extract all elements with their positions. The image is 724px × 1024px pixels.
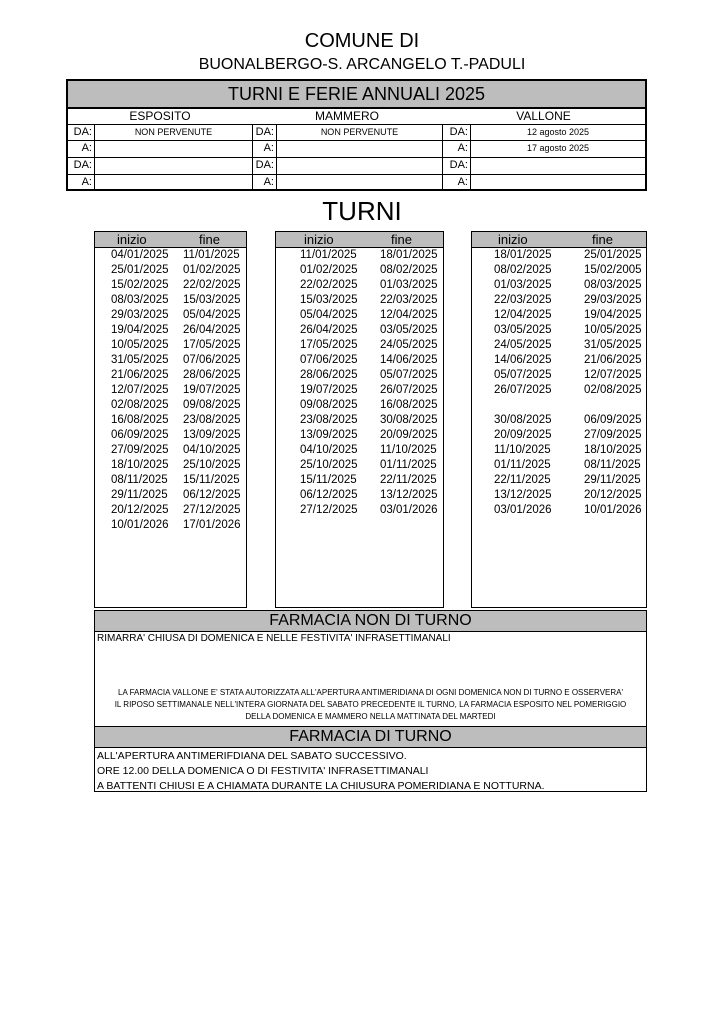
turno-row [276, 308, 443, 323]
turno-line-1: ALL'APERTURA ANTIMERIFDIANA DEL SABATO SUCCESSIVO. [97, 750, 407, 762]
turno-inizio: 29/03/2025 [111, 309, 169, 321]
turno-row [95, 368, 246, 383]
turno-inizio: 20/12/2025 [111, 504, 169, 516]
turno-row [276, 338, 443, 353]
turno-fine: 06/12/2025 [183, 489, 241, 501]
turno-row [95, 488, 246, 503]
turno-inizio: 26/04/2025 [300, 324, 358, 336]
turno-row [472, 368, 646, 383]
turno-row [276, 323, 443, 338]
turno-inizio: 08/03/2025 [111, 294, 169, 306]
turno-fine: 25/01/2025 [584, 249, 642, 261]
turno-inizio: 19/04/2025 [111, 324, 169, 336]
turno-fine: 20/12/2025 [584, 489, 642, 501]
turno-fine: 15/11/2025 [183, 474, 240, 486]
turno-fine: 08/11/2025 [584, 459, 641, 471]
ferie-row-value: 12 agosto 2025 [526, 127, 590, 137]
turno-fine: 26/04/2025 [183, 324, 241, 336]
turno-inizio: 01/02/2025 [300, 264, 358, 276]
turno-inizio: 12/07/2025 [111, 384, 169, 396]
turno-fine: 19/07/2025 [183, 384, 241, 396]
turno-inizio: 01/03/2025 [494, 279, 552, 291]
turno-fine: 01/03/2025 [380, 279, 438, 291]
turno-fine: 10/05/2025 [584, 324, 642, 336]
turno-row [95, 353, 246, 368]
turno-row [472, 248, 646, 263]
turno-row [95, 308, 246, 323]
ferie-row-label: A: [457, 142, 468, 154]
turno-row [276, 503, 443, 518]
turno-row [95, 413, 246, 428]
turni-column-2 [275, 231, 444, 608]
turno-fine: 17/01/2026 [183, 519, 241, 531]
turno-inizio: 11/01/2025 [300, 249, 357, 261]
turno-section [94, 726, 647, 792]
turno-line-2: ORE 12.00 DELLA DOMENICA O DI FESTIVITA' INFRASETTIMANALI [97, 765, 429, 777]
ferie-row-label: DA: [73, 126, 92, 138]
turno-row [276, 278, 443, 293]
turno-row [276, 428, 443, 443]
ferie-col-mammero: MAMMERO [315, 109, 379, 123]
turno-inizio: 04/01/2025 [111, 249, 169, 261]
turno-row [95, 503, 246, 518]
turno-fine: 28/06/2025 [183, 369, 241, 381]
turno-inizio: 17/05/2025 [300, 339, 358, 351]
turno-fine: 01/02/2025 [183, 264, 241, 276]
turno-fine: 20/09/2025 [380, 429, 438, 441]
ferie-row-label: DA: [255, 126, 274, 138]
turno-fine: 08/03/2025 [584, 279, 642, 291]
non-turno-section [94, 610, 647, 727]
turno-inizio: 01/11/2025 [494, 459, 551, 471]
turno-inizio: 08/11/2025 [111, 474, 168, 486]
turno-row [95, 458, 246, 473]
turno-row [276, 383, 443, 398]
fine-header: fine [592, 232, 613, 247]
comune-name: BUONALBERGO-S. ARCANGELO T.-PADULI [198, 56, 526, 73]
turno-inizio: 03/05/2025 [494, 324, 552, 336]
turno-row [95, 293, 246, 308]
turno-row [95, 473, 246, 488]
turno-row [276, 458, 443, 473]
turno-inizio: 29/11/2025 [111, 489, 168, 501]
turno-row [472, 278, 646, 293]
turno-fine: 03/05/2025 [380, 324, 438, 336]
turno-row [95, 428, 246, 443]
turno-row [472, 338, 646, 353]
turno-fine: 05/07/2025 [380, 369, 438, 381]
turno-row [95, 383, 246, 398]
turno-inizio: 04/10/2025 [300, 444, 358, 456]
turno-fine: 10/01/2026 [584, 504, 642, 516]
ferie-title: TURNI E FERIE ANNUALI 2025 [68, 81, 645, 109]
turno-inizio: 10/05/2025 [111, 339, 169, 351]
turno-inizio: 08/02/2025 [494, 264, 552, 276]
turno-inizio: 20/09/2025 [494, 429, 552, 441]
non-turno-title: FARMACIA NON DI TURNO [95, 611, 646, 632]
inizio-header: inizio [498, 232, 528, 247]
turno-fine: 30/08/2025 [380, 414, 438, 426]
turno-fine: 09/08/2025 [183, 399, 241, 411]
turno-inizio: 07/06/2025 [300, 354, 358, 366]
turno-row [276, 473, 443, 488]
turno-fine: 07/06/2025 [183, 354, 241, 366]
turno-row [472, 398, 646, 413]
turno-row [276, 263, 443, 278]
turno-fine: 04/10/2025 [183, 444, 241, 456]
turno-line-3: A BATTENTI CHIUSI E A CHIAMATA DURANTE LA CHIUSURA POMERIDIANA E NOTTURNA. [97, 780, 545, 792]
turno-fine: 25/10/2025 [183, 459, 241, 471]
non-turno-note-3: DELLA DOMENICA E MAMMERO NELLA MATTINATA DEL MARTEDI [245, 712, 496, 721]
turno-inizio: 05/07/2025 [494, 369, 552, 381]
turno-inizio: 05/04/2025 [300, 309, 358, 321]
ferie-table [66, 79, 647, 191]
turno-row [95, 398, 246, 413]
ferie-row-value: NON PERVENUTE [320, 127, 399, 137]
turno-fine: 26/07/2025 [380, 384, 438, 396]
turno-row [472, 383, 646, 398]
ferie-col-vallone: VALLONE [516, 109, 571, 123]
turno-fine: 16/08/2025 [380, 399, 438, 411]
turno-inizio: 15/02/2025 [111, 279, 169, 291]
turno-inizio: 25/10/2025 [300, 459, 358, 471]
comune-title: COMUNE DI [304, 30, 420, 52]
turno-fine: 06/09/2025 [584, 414, 642, 426]
turno-inizio: 12/04/2025 [494, 309, 552, 321]
ferie-row-label: A: [81, 176, 92, 188]
turno-row [95, 443, 246, 458]
turno-row [276, 413, 443, 428]
turno-fine: 11/10/2025 [380, 444, 437, 456]
turno-row [95, 263, 246, 278]
turno-inizio: 15/03/2025 [300, 294, 358, 306]
turno-inizio: 06/12/2025 [300, 489, 358, 501]
turno-row [276, 293, 443, 308]
turno-fine: 12/04/2025 [380, 309, 438, 321]
turno-inizio: 13/09/2025 [300, 429, 358, 441]
ferie-col-esposito: ESPOSITO [129, 109, 191, 123]
turno-inizio: 02/08/2025 [111, 399, 169, 411]
non-turno-note-2: IL RIPOSO SETTIMANALE NELL'INTERA GIORNATA DEL SABATO PRECEDENTE IL TURNO, LA FARMACIA ESPOSITO NEL POMERIGGIO [114, 700, 627, 709]
turno-inizio: 31/05/2025 [111, 354, 169, 366]
turno-fine: 18/01/2025 [380, 249, 438, 261]
turno-fine: 29/03/2025 [584, 294, 642, 306]
turno-inizio: 09/08/2025 [300, 399, 358, 411]
fine-header: fine [391, 232, 412, 247]
ferie-row-value: NON PERVENUTE [134, 127, 213, 137]
turno-fine: 27/09/2025 [584, 429, 642, 441]
ferie-row-value: 17 agosto 2025 [526, 143, 590, 153]
turno-row [95, 248, 246, 263]
turno-row [95, 518, 246, 533]
inizio-header: inizio [304, 232, 334, 247]
fine-header: fine [199, 232, 220, 247]
turno-inizio: 14/06/2025 [494, 354, 552, 366]
turno-inizio: 03/01/2026 [494, 504, 552, 516]
turno-row [472, 263, 646, 278]
turno-row [472, 503, 646, 518]
ferie-row-label: A: [263, 142, 274, 154]
ferie-row-label: A: [457, 176, 468, 188]
turno-inizio: 27/09/2025 [111, 444, 169, 456]
turno-fine: 17/05/2025 [183, 339, 241, 351]
turno-row [276, 368, 443, 383]
turno-row [276, 443, 443, 458]
turno-inizio: 21/06/2025 [111, 369, 169, 381]
turno-inizio: 15/11/2025 [300, 474, 357, 486]
turno-row [472, 473, 646, 488]
turno-inizio: 30/08/2025 [494, 414, 552, 426]
turno-fine: 14/06/2025 [380, 354, 438, 366]
turno-row [472, 488, 646, 503]
turno-fine: 12/07/2025 [584, 369, 642, 381]
turno-fine: 02/08/2025 [584, 384, 642, 396]
turno-inizio: 27/12/2025 [300, 504, 358, 516]
turno-inizio: 22/03/2025 [494, 294, 552, 306]
turni-column-3 [471, 231, 647, 608]
turno-fine: 18/10/2025 [584, 444, 642, 456]
turno-row [472, 308, 646, 323]
turno-title: FARMACIA DI TURNO [95, 727, 646, 748]
turno-fine: 11/01/2025 [183, 249, 240, 261]
turno-row [95, 278, 246, 293]
turno-inizio: 26/07/2025 [494, 384, 552, 396]
ferie-row-label: A: [263, 176, 274, 188]
turno-fine: 01/11/2025 [380, 459, 437, 471]
inizio-header: inizio [117, 232, 147, 247]
turno-fine: 22/02/2025 [183, 279, 241, 291]
turno-inizio: 19/07/2025 [300, 384, 358, 396]
turno-fine: 13/09/2025 [183, 429, 241, 441]
turno-row [276, 248, 443, 263]
turno-row [276, 353, 443, 368]
turno-fine: 08/02/2025 [380, 264, 438, 276]
ferie-row-label: DA: [449, 126, 468, 138]
turno-inizio: 10/01/2026 [111, 519, 169, 531]
turno-row [472, 413, 646, 428]
turno-row [95, 338, 246, 353]
turno-fine: 31/05/2025 [584, 339, 642, 351]
turno-row [472, 353, 646, 368]
turno-inizio: 22/11/2025 [494, 474, 551, 486]
turno-fine: 19/04/2025 [584, 309, 642, 321]
ferie-row-label: DA: [449, 159, 468, 171]
turno-inizio: 13/12/2025 [494, 489, 552, 501]
turno-row [276, 398, 443, 413]
non-turno-note-1: LA FARMACIA VALLONE E' STATA AUTORIZZATA ALL'APERTURA ANTIMERIDIANA DI OGNI DOMENICA NON DI TURNO E OSSERVERA' [118, 688, 623, 697]
turno-row [276, 488, 443, 503]
turno-fine: 15/02/2005 [584, 264, 642, 276]
non-turno-text: RIMARRA' CHIUSA DI DOMENICA E NELLE FESTIVITA' INFRASETTIMANALI [97, 633, 451, 644]
turni-title: TURNI [322, 196, 402, 226]
ferie-row-label: A: [81, 142, 92, 154]
turno-row [472, 293, 646, 308]
turno-row [472, 458, 646, 473]
turno-fine: 27/12/2025 [183, 504, 241, 516]
turno-inizio: 18/10/2025 [111, 459, 169, 471]
turni-column-1 [94, 231, 247, 608]
turno-row [472, 443, 646, 458]
turno-inizio: 18/01/2025 [494, 249, 552, 261]
turno-row [472, 323, 646, 338]
turno-fine: 22/03/2025 [380, 294, 438, 306]
turno-inizio: 22/02/2025 [300, 279, 358, 291]
turno-fine: 05/04/2025 [183, 309, 241, 321]
turno-inizio: 11/10/2025 [494, 444, 551, 456]
turno-inizio: 28/06/2025 [300, 369, 358, 381]
turno-row [472, 428, 646, 443]
turno-row [95, 323, 246, 338]
ferie-row-label: DA: [73, 159, 92, 171]
turno-fine: 23/08/2025 [183, 414, 241, 426]
turno-fine: 13/12/2025 [380, 489, 438, 501]
turno-inizio: 23/08/2025 [300, 414, 358, 426]
turno-inizio: 25/01/2025 [111, 264, 169, 276]
turno-inizio: 16/08/2025 [111, 414, 169, 426]
turno-inizio: 06/09/2025 [111, 429, 169, 441]
turno-fine: 21/06/2025 [584, 354, 642, 366]
turno-inizio: 24/05/2025 [494, 339, 552, 351]
turno-fine: 03/01/2026 [380, 504, 438, 516]
turno-fine: 22/11/2025 [380, 474, 437, 486]
ferie-row-label: DA: [255, 159, 274, 171]
turno-fine: 29/11/2025 [584, 474, 641, 486]
turno-fine: 15/03/2025 [183, 294, 241, 306]
turno-fine: 24/05/2025 [380, 339, 438, 351]
